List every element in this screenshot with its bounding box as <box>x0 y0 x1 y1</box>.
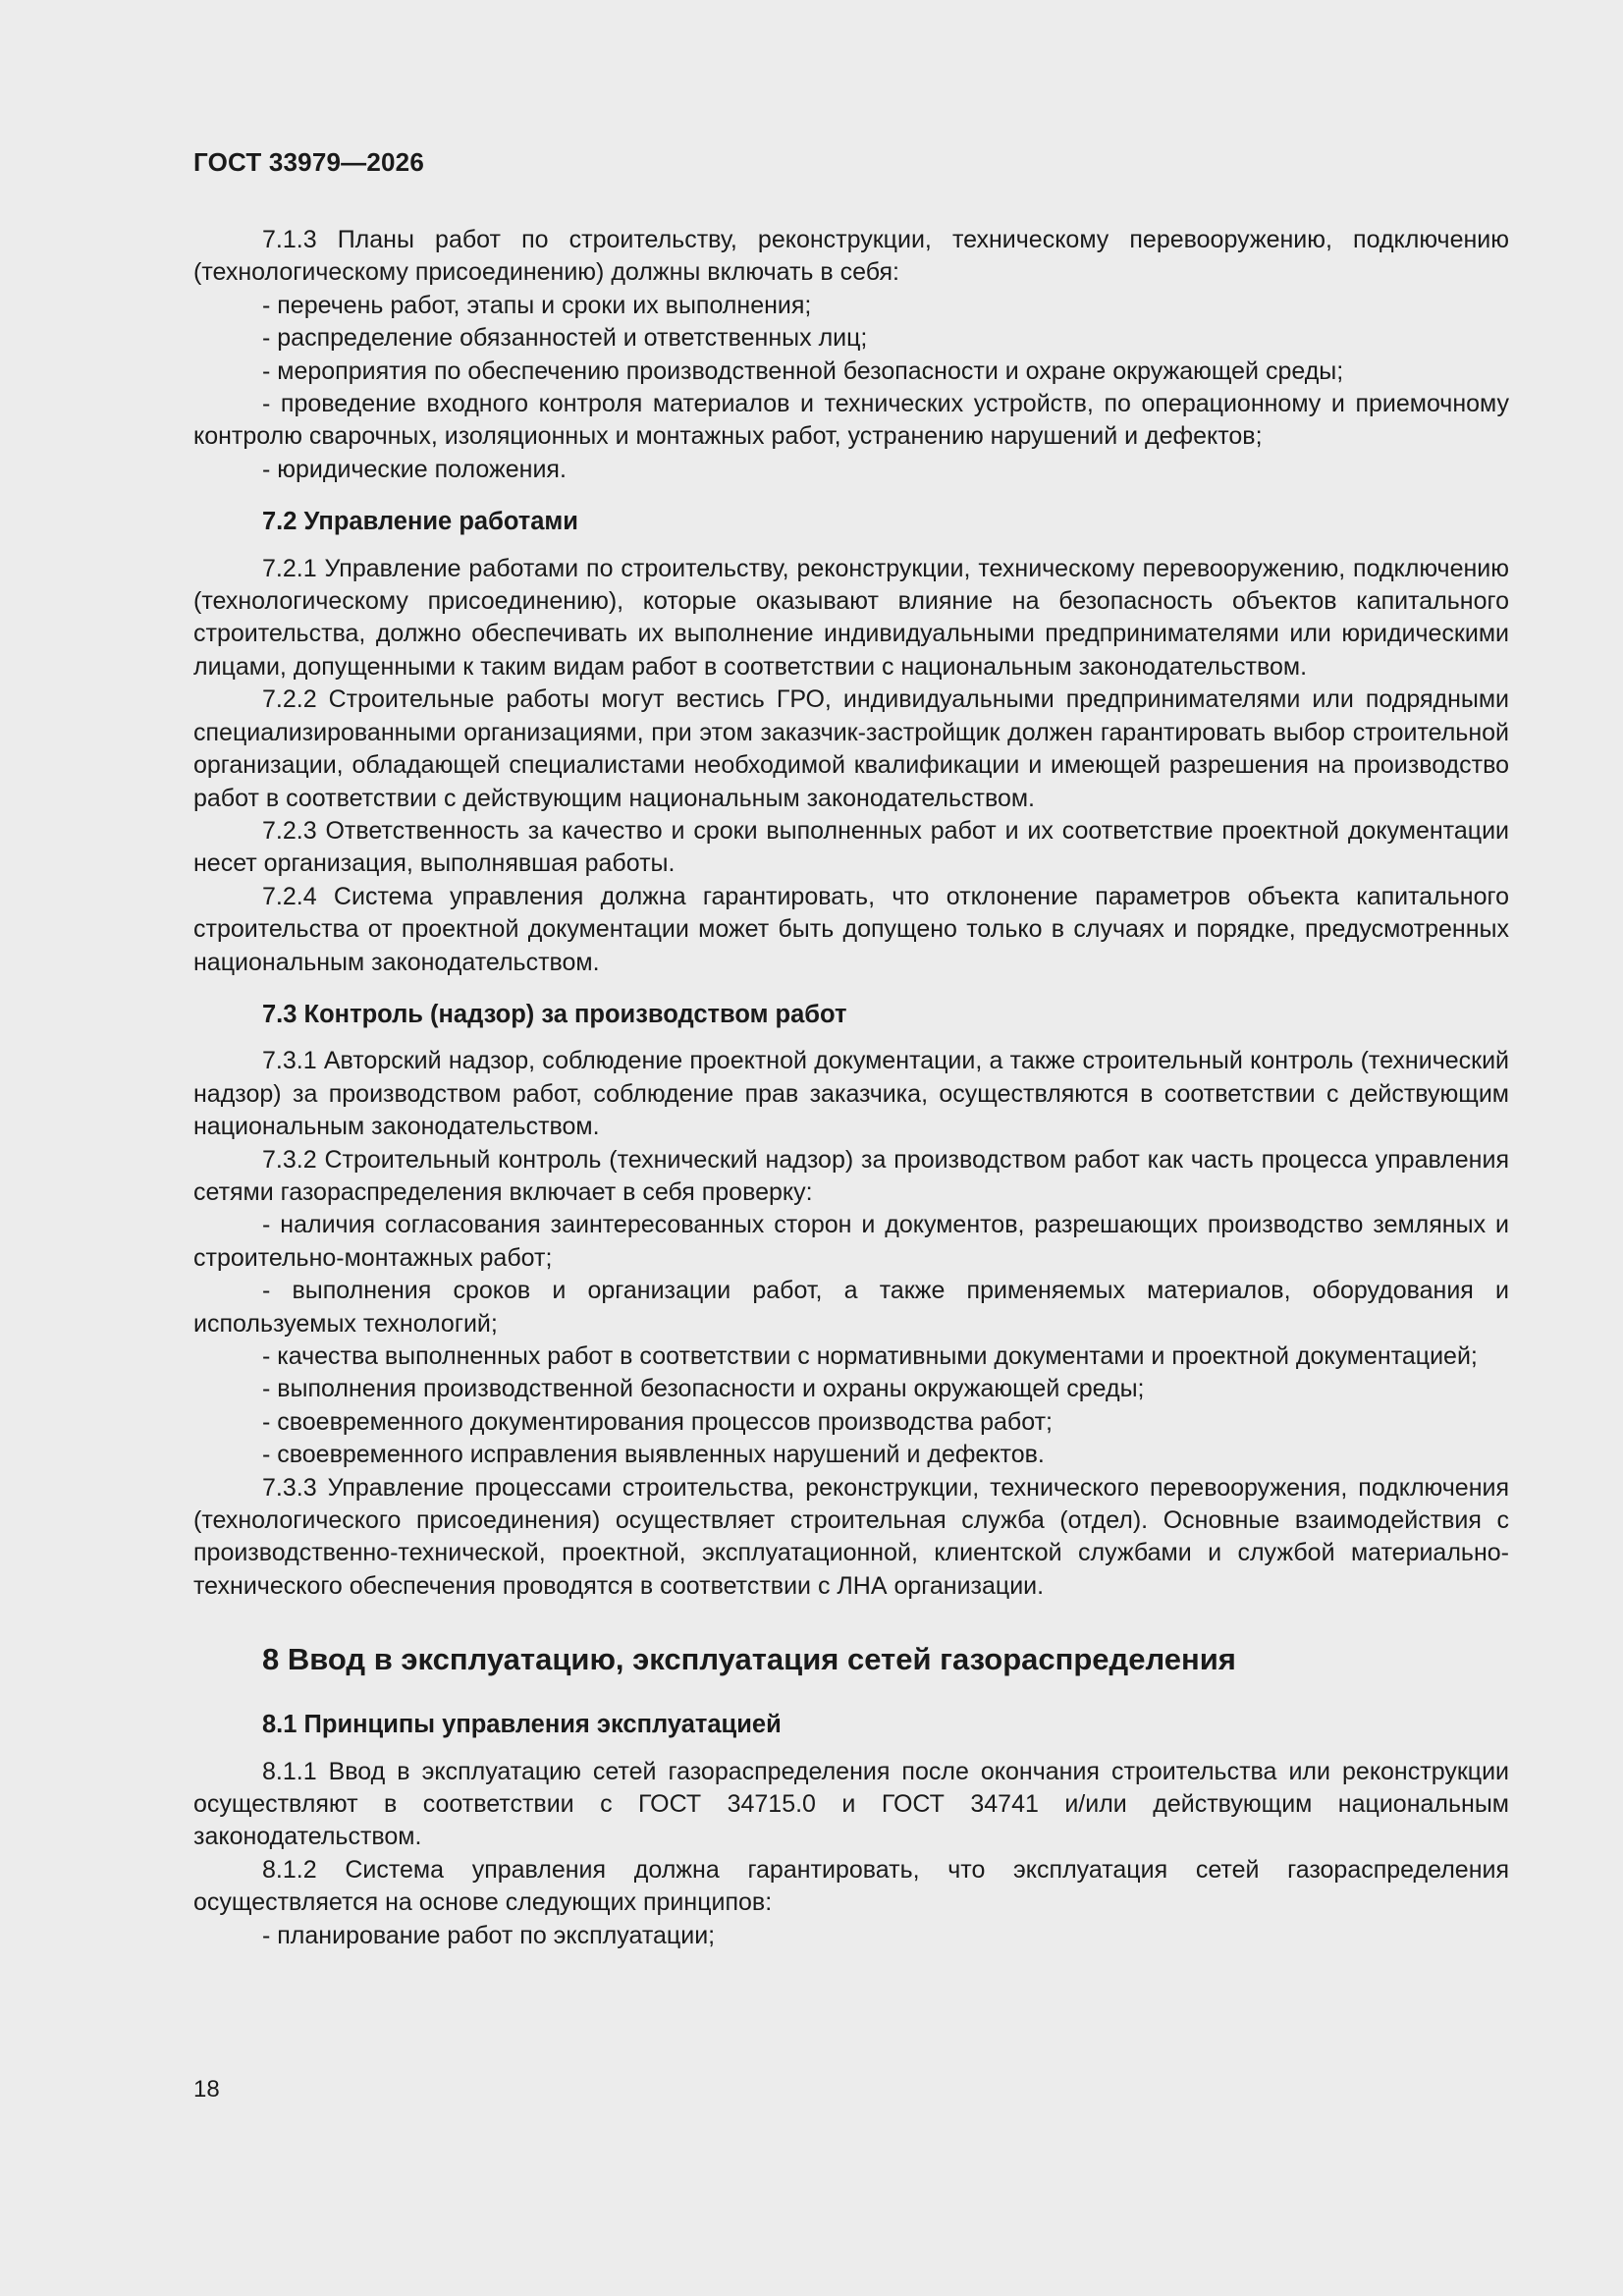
paragraph-7-2-3: 7.2.3 Ответственность за качество и сроки выполненных работ и их соответствие проектной документации несет организация, выполнявшая работы. <box>193 816 1509 878</box>
section-heading-7-3: 7.3 Контроль (надзор) за производством работ <box>262 1000 847 1028</box>
list-item: - мероприятия по обеспечению производственной безопасности и охране окружающей среды; <box>262 356 1344 385</box>
paragraph-7-3-2: 7.3.2 Строительный контроль (технический надзор) за производством работ как часть процесса управления сетями газораспределения включает в себя проверку: <box>193 1145 1509 1206</box>
document-header: ГОСТ 33979—2026 <box>193 147 424 177</box>
list-item: - юридические положения. <box>262 455 567 483</box>
list-item: - наличия согласования заинтересованных сторон и документов, разрешающих производство земляных и строительно-монтажных работ; <box>193 1211 1509 1272</box>
list-item: - планирование работ по эксплуатации; <box>262 1921 716 1949</box>
list-item: - выполнения сроков и организации работ, а также применяемых материалов, оборудования и используемых технологий; <box>193 1277 1509 1338</box>
page-number: 18 <box>193 2076 220 2103</box>
list-item: - качества выполненных работ в соответствии с нормативными документами и проектной документацией; <box>262 1342 1478 1370</box>
section-heading-7-2: 7.2 Управление работами <box>262 508 578 536</box>
list-item: - своевременного исправления выявленных нарушений и дефектов. <box>262 1441 1045 1469</box>
list-item: - распределение обязанностей и ответственных лиц; <box>262 324 868 353</box>
list-item: - перечень работ, этапы и сроки их выполнения; <box>262 291 812 319</box>
paragraph-7-2-1: 7.2.1 Управление работами по строительству, реконструкции, техническому перевооружению, подключению (технологическому присоединению), которые оказывают влияние на безопасность объектов капитального строительства, должно обеспечивать их выполнение индивидуальными предпринимателями или юридическими лицами, допущенными к таким видам работ в соответствии с национальным законодательством. <box>193 554 1509 681</box>
paragraph-7-2-2: 7.2.2 Строительные работы могут вестись ГРО, индивидуальными предпринимателями или подрядными специализированными организациями, при этом заказчик-застройщик должен гарантировать выбор строительной организации, обладающей специалистами необходимой квалификации и имеющей разрешения на производство работ в соответствии с действующим национальным законодательством. <box>193 685 1509 812</box>
section-heading-8-1: 8.1 Принципы управления эксплуатацией <box>262 1711 782 1739</box>
paragraph-8-1-2: 8.1.2 Система управления должна гарантировать, что эксплуатация сетей газораспределения осуществляется на основе следующих принципов: <box>193 1855 1509 1917</box>
chapter-heading-8: 8 Ввод в эксплуатацию, эксплуатация сетей газораспределения <box>262 1642 1236 1677</box>
document-body <box>193 224 1509 1952</box>
paragraph-7-3-3: 7.3.3 Управление процессами строительства, реконструкции, технического перевооружения, подключения (технологического присоединения) осуществляет строительная служба (отдел). Основные взаимодействия с производственно-технической, проектной, эксплуатационной, клиентской службами и службой материально-технического обеспечения проводятся в соответствии с ЛНА организации. <box>193 1473 1509 1600</box>
list-item: - выполнения производственной безопасности и охраны окружающей среды; <box>262 1375 1145 1403</box>
paragraph-7-3-1: 7.3.1 Авторский надзор, соблюдение проектной документации, а также строительный контроль (технический надзор) за производством работ, соблюдение прав заказчика, осуществляются в соответствии с действующим национальным законодательством. <box>193 1047 1509 1141</box>
paragraph-7-2-4: 7.2.4 Система управления должна гарантировать, что отклонение параметров объекта капитального строительства от проектной документации может быть допущено только в случаях и порядке, предусмотренных национальным законодательством. <box>193 882 1509 976</box>
list-item: - своевременного документирования процессов производства работ; <box>262 1407 1053 1436</box>
paragraph-7-1-3: 7.1.3 Планы работ по строительству, реконструкции, техническому перевооружению, подключению (технологическому присоединению) должны включать в себя: <box>193 226 1509 287</box>
list-item: - проведение входного контроля материалов и технических устройств, по операционному и приемочному контролю сварочных, изоляционных и монтажных работ, устранению нарушений и дефектов; <box>193 390 1509 451</box>
paragraph-8-1-1: 8.1.1 Ввод в эксплуатацию сетей газораспределения после окончания строительства или реконструкции осуществляют в соответствии с ГОСТ 34715.0 и ГОСТ 34741 и/или действующим национальным законодательством. <box>193 1757 1509 1851</box>
